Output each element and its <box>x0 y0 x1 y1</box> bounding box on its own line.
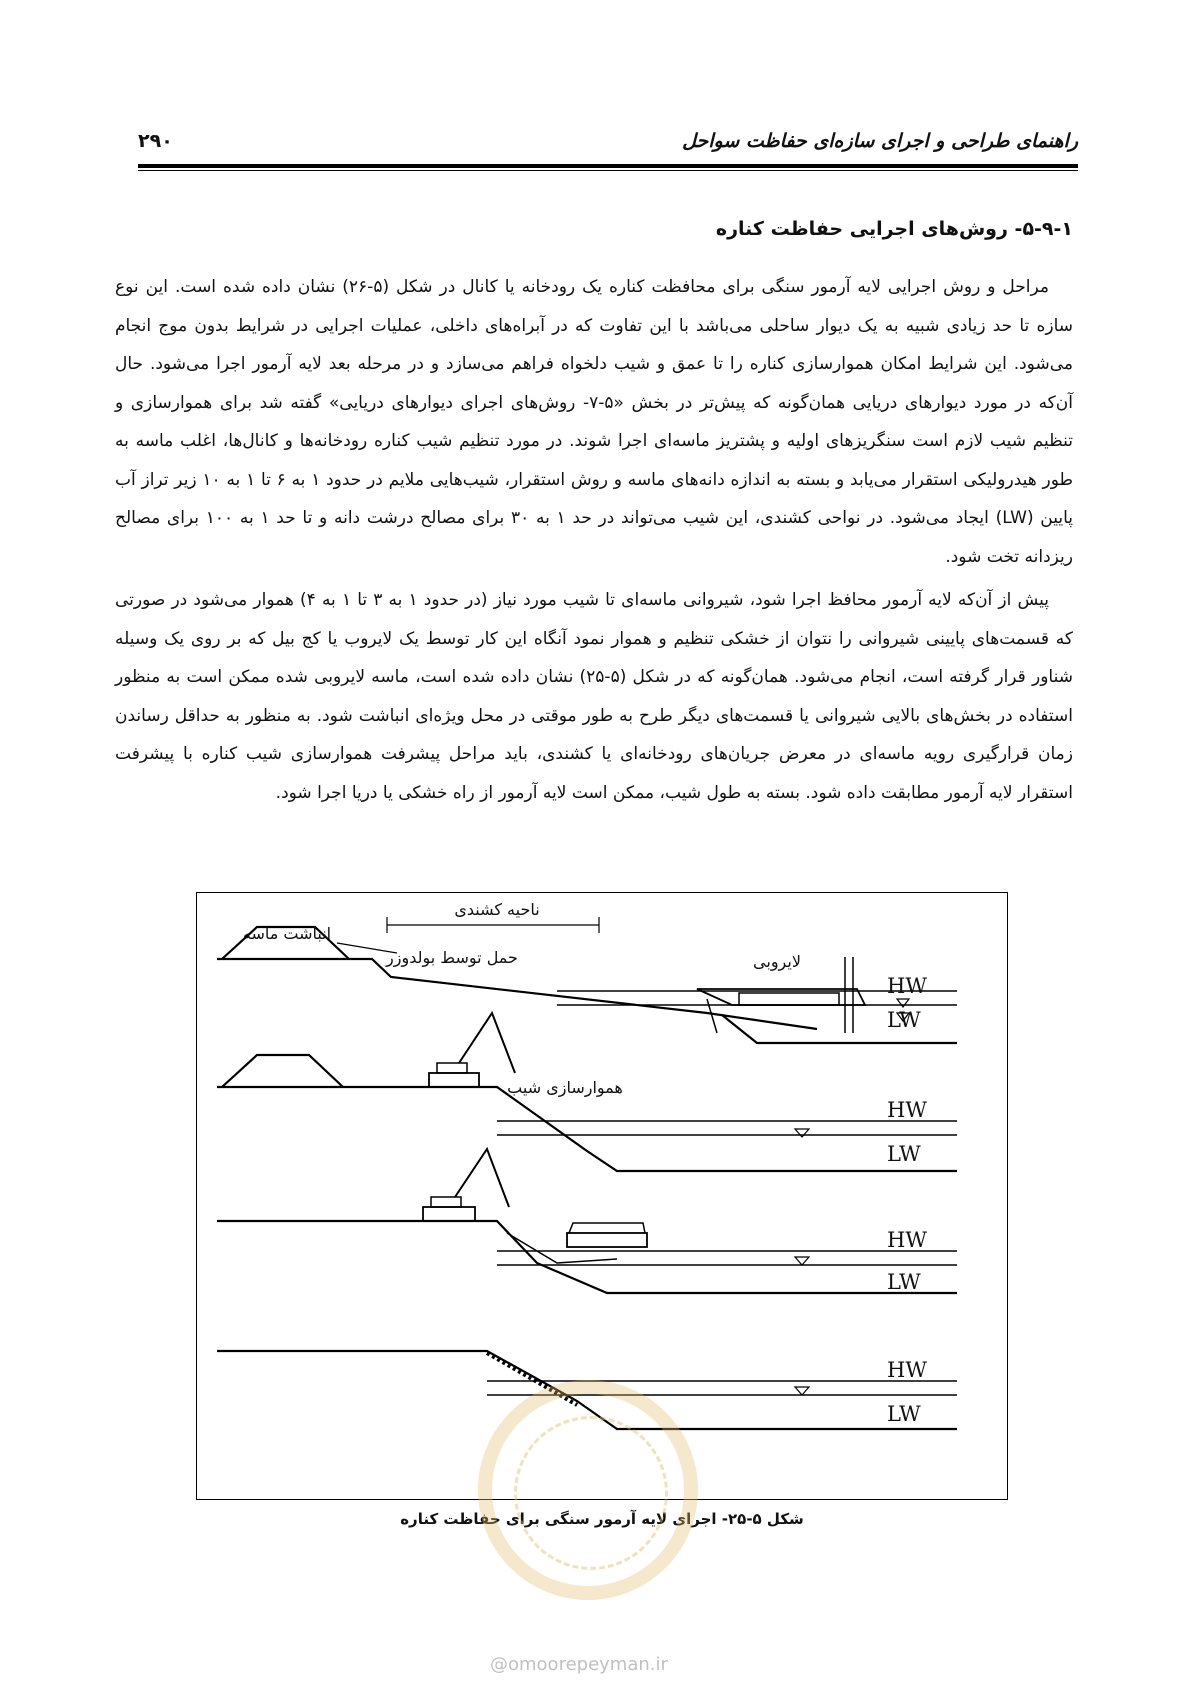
label-lw-2: LW <box>887 1142 921 1166</box>
paragraph-1: مراحل و روش اجرایی لایه آرمور سنگی برای محافظت کناره یک رودخانه یا کانال در شکل (۵-۲۶) نشان داده شده است. این نوع سازه تا حد زیادی شبیه به یک دیوار ساحلی می‌باشد با این تفاوت که در آبراه‌های داخلی، عملیات اجرایی در شرایط بدون موج انجام می‌شود. این شرایط امکان هموارسازی کناره را تا عمق و شیب دلخواه فراهم می‌سازد و در مرحله بعد لایه آرمور اجرا می‌شود. حال آن‌که در مورد دیوارهای دریایی همان‌گونه که پیش‌تر در بخش «۵-۷- روش‌های اجرای دیوارهای دریایی» گفته شد برای هموارسازی و تنظیم شیب لازم است سنگریزهای اولیه و پشتریز ماسه‌ای اجرا شوند. در مورد تنظیم شیب کناره رودخانه‌ها و کانال‌ها، اغلب ماسه به طور هیدرولیکی استقرار می‌یابد و بسته به اندازه دانه‌های ماسه و روش استقرار، شیب‌هایی ملایم در حدود ۱ به ۶ تا ۱ به ۱۰ زیر تراز آب پایین (LW) ایجاد می‌شود. در نواحی کشندی، این شیب می‌تواند در حد ۱ به ۳۰ برای مصالح درشت دانه و تا حد ۱ به ۱۰۰ برای مصالح ریزدانه تخت شود. <box>115 277 1074 567</box>
label-hw-4: HW <box>887 1358 927 1382</box>
watermark-seal-icon <box>478 1380 698 1600</box>
label-bulldozer-transport: حمل توسط بولدوزر <box>386 948 518 967</box>
header-rule-thick <box>138 164 1078 168</box>
book-title: راهنمای طراحی و اجرای سازه‌ای حفاظت سواحل <box>682 130 1078 152</box>
label-lw-4: LW <box>887 1402 921 1426</box>
label-lw-3: LW <box>887 1270 921 1294</box>
section-heading: ۵-۹-۱- روش‌های اجرایی حفاظت کناره <box>715 218 1073 240</box>
label-sand-pile: انباشت ماسه <box>242 924 332 943</box>
label-hw-3: HW <box>887 1228 927 1252</box>
page-header <box>138 126 1078 166</box>
label-slope-leveling: هموارسازی شیب <box>507 1078 623 1097</box>
label-tidal-zone: ناحیه کشندی <box>454 900 540 919</box>
figure-caption: شکل ۵-۲۵- اجرای لایه آرمور سنگی برای حفاظت کناره <box>400 1510 804 1528</box>
label-dredging: لایروبی <box>753 952 801 971</box>
label-hw-2: HW <box>887 1098 927 1122</box>
page-number: ۲۹۰ <box>138 130 173 152</box>
body-text <box>115 268 1073 817</box>
paragraph-2: پیش از آن‌که لایه آرمور محافظ اجرا شود، شیروانی ماسه‌ای تا شیب مورد نیاز (در حدود ۱ به ۳ تا ۱ به ۴) هموار می‌شود در صورتی که قسمت‌های پایینی شیروانی را نتوان از خشکی تنظیم و هموار نمود آنگاه این کار توسط یک لایروب یا کج بیل که بر روی یک وسیله شناور قرار گرفته است، انجام می‌شود. همان‌گونه که در شکل (۵-۲۵) نشان داده شده است، ماسه لایروبی شده ممکن است به منظور استفاده در بخش‌های بالایی شیروانی یا قسمت‌های دیگر طرح به طور موقتی در محل ویژه‌ای انباشت شود. به منظور به حداقل رساندن زمان قرارگیری رویه ماسه‌ای در معرض جریان‌های رودخانه‌ای یا کشندی، باید مراحل پیشرفت هموارسازی شیب کناره با پیشرفت استقرار لایه آرمور مطابقت داده شود. بسته به طول شیب، ممکن است لایه آرمور از راه خشکی یا دریا اجرا شود. <box>115 590 1073 803</box>
watermark-text: @omoorepeyman.ir <box>490 1654 668 1675</box>
header-rule-thin <box>138 170 1078 171</box>
label-lw-1: LW <box>887 1008 921 1032</box>
label-hw-1: HW <box>887 974 927 998</box>
